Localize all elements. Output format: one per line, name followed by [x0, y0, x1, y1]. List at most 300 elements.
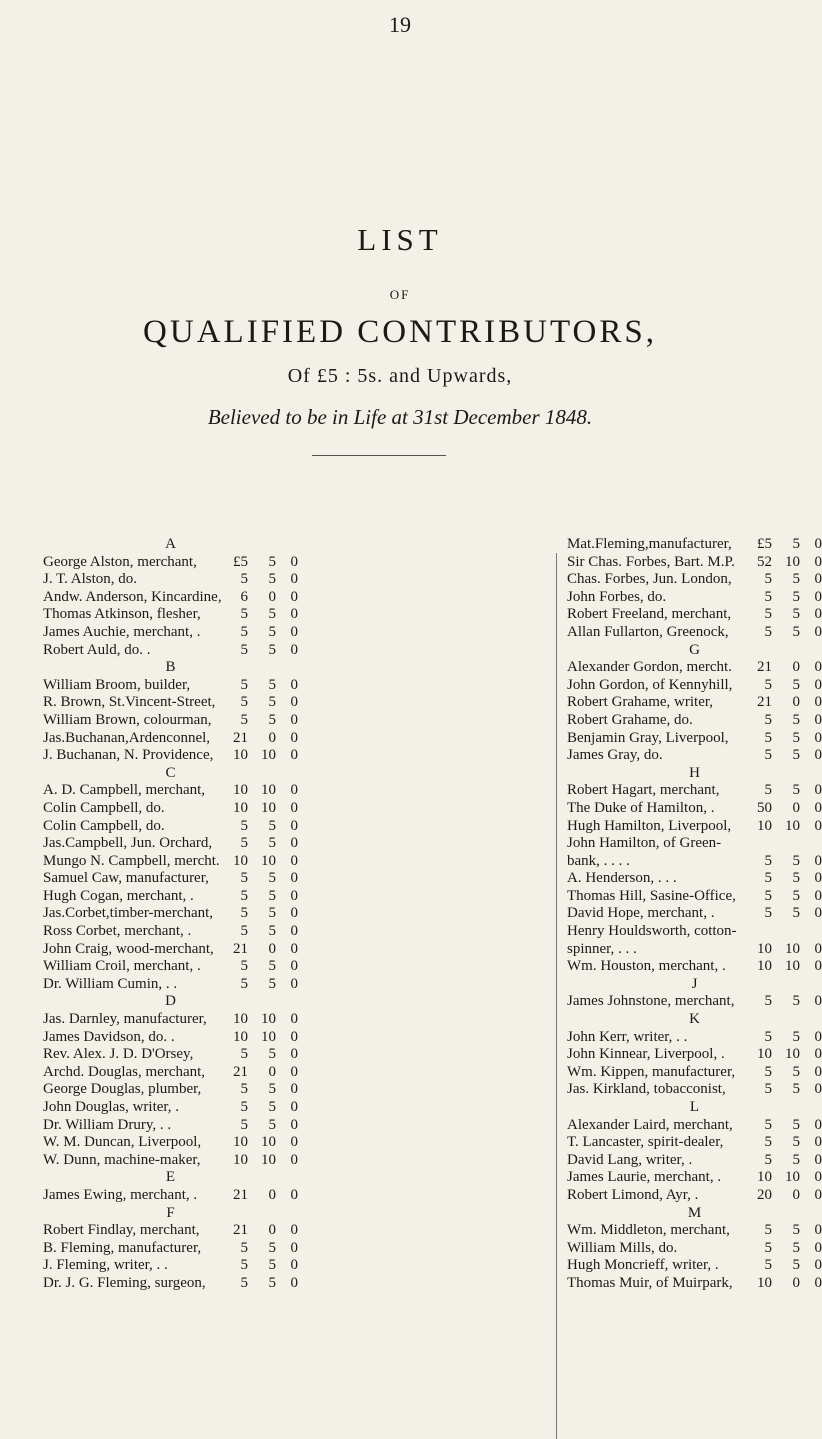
amount-pence: 0 [814, 1028, 822, 1045]
contributor-row [567, 905, 822, 923]
contributor-name: Thomas Atkinson, flesher, [43, 606, 201, 623]
amount-shillings: 5 [268, 817, 276, 834]
contributor-name: Thomas Hill, Sasine-Office, [567, 887, 736, 904]
contributor-row [43, 1011, 298, 1029]
amount-pounds: 20 [757, 1186, 772, 1203]
amount-shillings: 5 [792, 1134, 800, 1151]
contributor-row [567, 941, 822, 959]
list-title: LIST [357, 222, 443, 257]
amount-pounds: £5 [757, 536, 772, 552]
amount-pence: 0 [290, 1028, 298, 1045]
contributor-row [567, 993, 822, 1011]
amount-pence: 0 [814, 571, 822, 588]
contributor-name: Henry Houldsworth, cotton- [567, 923, 737, 940]
contributor-row [43, 923, 298, 941]
amount-pence: 0 [290, 1239, 298, 1256]
contributor-row [567, 1169, 822, 1187]
contributor-name: James Gray, do. [567, 747, 663, 764]
contributor-name: Alexander Laird, merchant, [567, 1116, 733, 1133]
amount-shillings: 5 [792, 711, 800, 728]
contributor-name: Wm. Houston, merchant, . [567, 958, 726, 975]
amount-pence: 0 [814, 747, 822, 764]
of-label: OF [389, 287, 411, 302]
amount-shillings: 5 [268, 835, 276, 852]
amount-pence: 0 [290, 905, 298, 922]
contributor-row [567, 1117, 822, 1135]
list-subtitle: QUALIFIED CONTRIBUTORS, [143, 314, 657, 350]
amount-pence: 0 [290, 1274, 298, 1291]
amount-pence: 0 [290, 852, 298, 869]
amount-shillings: 10 [261, 747, 276, 764]
amount-pounds: 5 [764, 1222, 772, 1239]
amount-shillings: 0 [268, 588, 276, 605]
amount-shillings: 0 [268, 1222, 276, 1239]
contributor-row [43, 818, 298, 836]
contributor-row [567, 712, 822, 730]
amount-pence: 0 [290, 1134, 298, 1151]
amount-pounds: 5 [764, 905, 772, 922]
amount-pounds: 21 [757, 694, 772, 711]
amount-pence: 0 [814, 958, 822, 975]
contributor-row [567, 888, 822, 906]
amount-shillings: 5 [268, 623, 276, 640]
amount-pence: 0 [290, 1046, 298, 1063]
contributor-row [43, 782, 298, 800]
contributor-name: William Croil, merchant, . [43, 958, 201, 975]
contributor-name: J. T. Alston, do. [43, 571, 138, 588]
amount-pence: 0 [814, 659, 822, 676]
contributor-name: George Douglas, plumber, [43, 1081, 202, 1098]
amount-pence: 0 [290, 553, 298, 570]
contributor-name: W. M. Duncan, Liverpool, [43, 1134, 202, 1151]
amount-shillings: 5 [792, 588, 800, 605]
contributor-name: Chas. Forbes, Jun. London, [567, 571, 732, 588]
contributor-name: James Laurie, merchant, . [567, 1169, 722, 1186]
amount-shillings: 10 [261, 1028, 276, 1045]
amount-pence: 0 [814, 887, 822, 904]
amount-pounds: 5 [764, 1134, 772, 1151]
contributor-row [567, 1275, 822, 1293]
amount-pounds: 21 [757, 659, 772, 676]
amount-pounds: 5 [764, 606, 772, 623]
amount-pounds: 5 [240, 641, 248, 658]
amount-pence: 0 [290, 606, 298, 623]
amount-pounds: 10 [757, 1046, 772, 1063]
contributor-row [43, 1081, 298, 1099]
section-letter: J [691, 975, 698, 992]
contributor-name: Alexander Gordon, mercht. [567, 659, 732, 676]
section-letter: B [165, 659, 176, 676]
amount-shillings: 0 [268, 940, 276, 957]
contributor-row [567, 1257, 822, 1275]
contributor-row [43, 1117, 298, 1135]
amount-pounds: 5 [240, 606, 248, 623]
amount-shillings: 0 [792, 659, 800, 676]
amount-shillings: 5 [792, 993, 800, 1010]
contributor-row [43, 1029, 298, 1047]
amount-shillings: 5 [268, 870, 276, 887]
contributor-row [43, 905, 298, 923]
amount-pence: 0 [814, 1046, 822, 1063]
contributor-name: Dr. William Cumin, . . [43, 975, 178, 992]
amount-shillings: 5 [792, 571, 800, 588]
amount-shillings: 10 [785, 1169, 800, 1186]
contributor-name: Dr. William Drury, . . [43, 1116, 172, 1133]
contributor-name: Hugh Cogan, merchant, . [43, 887, 194, 904]
section-letter: M [687, 1204, 702, 1221]
amount-pence: 0 [814, 1134, 822, 1151]
contributor-row [567, 853, 822, 871]
amount-pounds: 10 [233, 852, 248, 869]
contributor-row [567, 1240, 822, 1258]
amount-pence: 0 [290, 1081, 298, 1098]
amount-pence: 0 [290, 641, 298, 658]
contributor-row [567, 589, 822, 607]
amount-pence: 0 [290, 1116, 298, 1133]
contributor-row [567, 1222, 822, 1240]
amount-shillings: 10 [261, 799, 276, 816]
contributor-row [43, 642, 298, 660]
amount-shillings: 5 [268, 975, 276, 992]
amount-shillings: 10 [261, 1151, 276, 1168]
contributor-row [567, 624, 822, 642]
header-rule [312, 455, 446, 456]
amount-pounds: 5 [240, 1099, 248, 1115]
contributor-row [567, 606, 822, 624]
amount-pounds: 5 [240, 1274, 248, 1291]
amount-pence: 0 [814, 905, 822, 922]
amount-pence: 0 [290, 1099, 298, 1115]
contributor-row [567, 659, 822, 677]
contributor-row [567, 870, 822, 888]
contributor-row [43, 1099, 298, 1117]
amount-pounds: 21 [233, 1186, 248, 1203]
amount-pounds: 5 [240, 1257, 248, 1274]
contributor-row [567, 747, 822, 765]
contributor-name: Hugh Moncrieff, writer, . [567, 1257, 719, 1274]
contributor-row [43, 870, 298, 888]
contributor-row [43, 571, 298, 589]
amount-pence: 0 [814, 940, 822, 957]
amount-pounds: 5 [764, 1151, 772, 1168]
amount-pounds: 5 [240, 905, 248, 922]
contributor-name: Robert Hagart, merchant, [567, 782, 720, 799]
amount-shillings: 5 [268, 553, 276, 570]
contributor-name: Robert Grahame, do. [567, 711, 693, 728]
amount-pence: 0 [814, 1274, 822, 1291]
contributor-name: R. Brown, St.Vincent-Street, [43, 694, 216, 711]
amount-pounds: 5 [240, 676, 248, 693]
contributor-row [567, 800, 822, 818]
contributor-row [567, 818, 822, 836]
contributor-name: Wm. Kippen, manufacturer, [567, 1063, 736, 1080]
amount-pence: 0 [290, 870, 298, 887]
contributor-name: Jas. Kirkland, tobacconist, [567, 1081, 726, 1098]
contributor-name: J. Buchanan, N. Providence, [43, 747, 214, 764]
contributor-row [567, 1187, 822, 1205]
amount-shillings: 0 [792, 799, 800, 816]
amount-pounds: 5 [240, 711, 248, 728]
page-number: 19 [389, 12, 411, 37]
amount-pounds: 5 [240, 694, 248, 711]
contributor-name: A. D. Campbell, merchant, [43, 782, 206, 799]
amount-shillings: 5 [268, 694, 276, 711]
amount-shillings: 5 [792, 747, 800, 764]
amount-pence: 0 [290, 747, 298, 764]
amount-pence: 0 [290, 958, 298, 975]
amount-shillings: 0 [268, 729, 276, 746]
amount-shillings: 10 [785, 1046, 800, 1063]
amount-pounds: 10 [233, 782, 248, 799]
contributor-row [567, 1152, 822, 1170]
amount-pounds: 21 [233, 940, 248, 957]
contributor-name: Hugh Hamilton, Liverpool, [567, 817, 732, 834]
contributor-name: Mat.Fleming,manufacturer, [567, 536, 732, 552]
contributor-name: Dr. J. G. Fleming, surgeon, [43, 1274, 206, 1291]
amount-pounds: 10 [233, 1011, 248, 1028]
amount-pence: 0 [290, 676, 298, 693]
amount-pence: 0 [290, 975, 298, 992]
amount-pounds: 6 [240, 588, 248, 605]
amount-pence: 0 [814, 782, 822, 799]
contributor-name: John Forbes, do. [567, 588, 667, 605]
amount-pounds: 5 [240, 571, 248, 588]
amount-pounds: 5 [240, 975, 248, 992]
amount-shillings: 10 [261, 1011, 276, 1028]
amount-pence: 0 [290, 1222, 298, 1239]
contributor-name: Jas.Buchanan,Ardenconnel, [43, 729, 211, 746]
section-letter: E [165, 1169, 176, 1186]
amount-shillings: 0 [792, 1274, 800, 1291]
amount-shillings: 5 [792, 1151, 800, 1168]
contributor-name: John Gordon, of Kennyhill, [567, 676, 733, 693]
contributor-row [43, 1240, 298, 1258]
contributor-name: Ross Corbet, merchant, . [43, 923, 192, 940]
contributor-row [43, 589, 298, 607]
amount-pence: 0 [290, 799, 298, 816]
contributor-name: W. Dunn, machine-maker, [43, 1151, 201, 1168]
contributor-row [567, 1064, 822, 1082]
contributor-row [567, 1134, 822, 1152]
amount-shillings: 5 [792, 1257, 800, 1274]
amount-pounds: 5 [764, 588, 772, 605]
amount-pounds: 5 [764, 1028, 772, 1045]
amount-pence: 0 [814, 799, 822, 816]
amount-shillings: 10 [261, 1134, 276, 1151]
amount-line: Of £5 : 5s. and Upwards, [287, 365, 513, 387]
amount-pence: 0 [814, 606, 822, 623]
amount-pence: 0 [290, 835, 298, 852]
amount-pounds: 10 [233, 799, 248, 816]
amount-pence: 0 [814, 729, 822, 746]
section-letter: L [689, 1099, 700, 1115]
amount-pounds: 5 [240, 1116, 248, 1133]
amount-shillings: 5 [792, 782, 800, 799]
amount-pence: 0 [814, 870, 822, 887]
amount-shillings: 5 [792, 1028, 800, 1045]
contributor-row [43, 554, 298, 572]
contributor-name: The Duke of Hamilton, . [567, 799, 715, 816]
amount-shillings: 5 [268, 1099, 276, 1115]
amount-shillings: 5 [268, 887, 276, 904]
contributor-name: David Hope, merchant, . [567, 905, 715, 922]
amount-shillings: 5 [792, 1222, 800, 1239]
contributor-row [567, 782, 822, 800]
contributor-name: John Douglas, writer, . [43, 1099, 180, 1115]
amount-shillings: 5 [792, 1239, 800, 1256]
amount-shillings: 5 [792, 905, 800, 922]
contributor-name: Andw. Anderson, Kincardine, [43, 588, 222, 605]
amount-shillings: 5 [792, 606, 800, 623]
amount-shillings: 0 [792, 1186, 800, 1203]
amount-pounds: 5 [764, 993, 772, 1010]
amount-pounds: 5 [764, 1239, 772, 1256]
contributor-name: James Auchie, merchant, . [43, 623, 201, 640]
contributor-name: John Kerr, writer, . . [567, 1028, 688, 1045]
amount-pence: 0 [290, 571, 298, 588]
contributor-row [43, 624, 298, 642]
amount-pounds: 5 [240, 817, 248, 834]
amount-shillings: 10 [785, 817, 800, 834]
amount-pounds: 5 [764, 623, 772, 640]
contributor-row [567, 1046, 822, 1064]
amount-shillings: 0 [268, 1186, 276, 1203]
contributor-name: James Johnstone, merchant, [567, 993, 735, 1010]
amount-pounds: 10 [757, 1169, 772, 1186]
contributor-row [43, 888, 298, 906]
contributor-row [567, 958, 822, 976]
amount-pounds: 5 [240, 923, 248, 940]
amount-pence: 0 [290, 1186, 298, 1203]
amount-pence: 0 [290, 1011, 298, 1028]
amount-pence: 0 [814, 1081, 822, 1098]
contributor-row [43, 1257, 298, 1275]
date-line: Believed to be in Life at 31st December 1848. [207, 405, 593, 429]
amount-pence: 0 [814, 993, 822, 1010]
amount-pounds: 10 [233, 1151, 248, 1168]
left-column [43, 536, 298, 1293]
contributor-name: bank, . . . . [567, 852, 630, 869]
contributor-name: Robert Grahame, writer, [567, 694, 714, 711]
contributor-row [567, 571, 822, 589]
amount-shillings: 5 [268, 676, 276, 693]
amount-shillings: 10 [785, 940, 800, 957]
contributor-name: Jas.Corbet,timber-merchant, [43, 905, 214, 922]
contributor-row [567, 694, 822, 712]
contributor-row [43, 1134, 298, 1152]
section-letter: A [165, 536, 176, 552]
right-column [567, 536, 822, 1293]
contributor-row [567, 554, 822, 572]
amount-pounds: 5 [764, 782, 772, 799]
amount-pounds: 5 [764, 887, 772, 904]
amount-shillings: 5 [268, 1116, 276, 1133]
contributor-row [567, 730, 822, 748]
amount-pence: 0 [814, 536, 822, 552]
amount-pounds: 5 [240, 870, 248, 887]
amount-pence: 0 [814, 1239, 822, 1256]
amount-pounds: 5 [240, 623, 248, 640]
contributor-name: Colin Campbell, do. [43, 817, 165, 834]
amount-pence: 0 [290, 711, 298, 728]
amount-shillings: 5 [268, 571, 276, 588]
amount-pounds: 21 [233, 1063, 248, 1080]
amount-pounds: 52 [757, 553, 772, 570]
amount-pounds: 10 [233, 747, 248, 764]
contributor-name: Thomas Muir, of Muirpark, [567, 1274, 733, 1291]
contributor-name: B. Fleming, manufacturer, [43, 1239, 202, 1256]
contributor-row [43, 677, 298, 695]
amount-shillings: 5 [268, 958, 276, 975]
amount-pounds: 5 [240, 835, 248, 852]
amount-pence: 0 [814, 694, 822, 711]
amount-pence: 0 [814, 1257, 822, 1274]
section-letter: F [166, 1204, 175, 1221]
amount-shillings: 0 [792, 694, 800, 711]
amount-pence: 0 [814, 817, 822, 834]
amount-pounds: 10 [757, 958, 772, 975]
contributor-name: David Lang, writer, . [567, 1151, 693, 1168]
amount-shillings: 5 [268, 1081, 276, 1098]
contributor-row [43, 1152, 298, 1170]
amount-pence: 0 [814, 1116, 822, 1133]
contributor-name: Archd. Douglas, merchant, [43, 1063, 206, 1080]
amount-pence: 0 [814, 1169, 822, 1186]
amount-pounds: 10 [757, 1274, 772, 1291]
amount-pence: 0 [290, 729, 298, 746]
contributor-name: Robert Findlay, merchant, [43, 1222, 200, 1239]
amount-pence: 0 [814, 588, 822, 605]
amount-pounds: 21 [233, 729, 248, 746]
contributor-row [43, 958, 298, 976]
amount-pence: 0 [814, 711, 822, 728]
amount-pounds: 50 [757, 799, 772, 816]
column-divider [556, 553, 557, 1439]
amount-pence: 0 [814, 1151, 822, 1168]
amount-shillings: 5 [792, 1116, 800, 1133]
contributor-name: Mungo N. Campbell, mercht. [43, 852, 220, 869]
amount-shillings: 5 [792, 623, 800, 640]
amount-shillings: 5 [268, 923, 276, 940]
contributor-name: James Davidson, do. . [43, 1028, 175, 1045]
contributor-row [43, 1222, 298, 1240]
contributor-name: John Craig, wood-merchant, [43, 940, 214, 957]
contributor-name: George Alston, merchant, [43, 553, 197, 570]
amount-shillings: 5 [268, 1239, 276, 1256]
amount-shillings: 5 [268, 905, 276, 922]
contributor-name: Robert Limond, Ayr, . [567, 1186, 699, 1203]
contributor-name: Allan Fullarton, Greenock, [567, 623, 729, 640]
contributor-row [43, 747, 298, 765]
amount-pounds: 5 [764, 571, 772, 588]
section-letter: C [165, 764, 176, 781]
contributor-row [43, 976, 298, 994]
contributor-name: Sir Chas. Forbes, Bart. M.P. [567, 553, 735, 570]
contributor-row [43, 730, 298, 748]
amount-pounds: 5 [764, 747, 772, 764]
contributor-row [43, 800, 298, 818]
section-letter: G [689, 641, 700, 658]
amount-pounds: 5 [764, 711, 772, 728]
section-letter: H [689, 764, 700, 781]
amount-pence: 0 [290, 817, 298, 834]
amount-shillings: 5 [792, 852, 800, 869]
contributor-name: William Mills, do. [567, 1239, 678, 1256]
contributor-name: spinner, . . . [567, 940, 637, 957]
amount-pence: 0 [290, 782, 298, 799]
amount-shillings: 5 [268, 641, 276, 658]
amount-pence: 0 [290, 694, 298, 711]
